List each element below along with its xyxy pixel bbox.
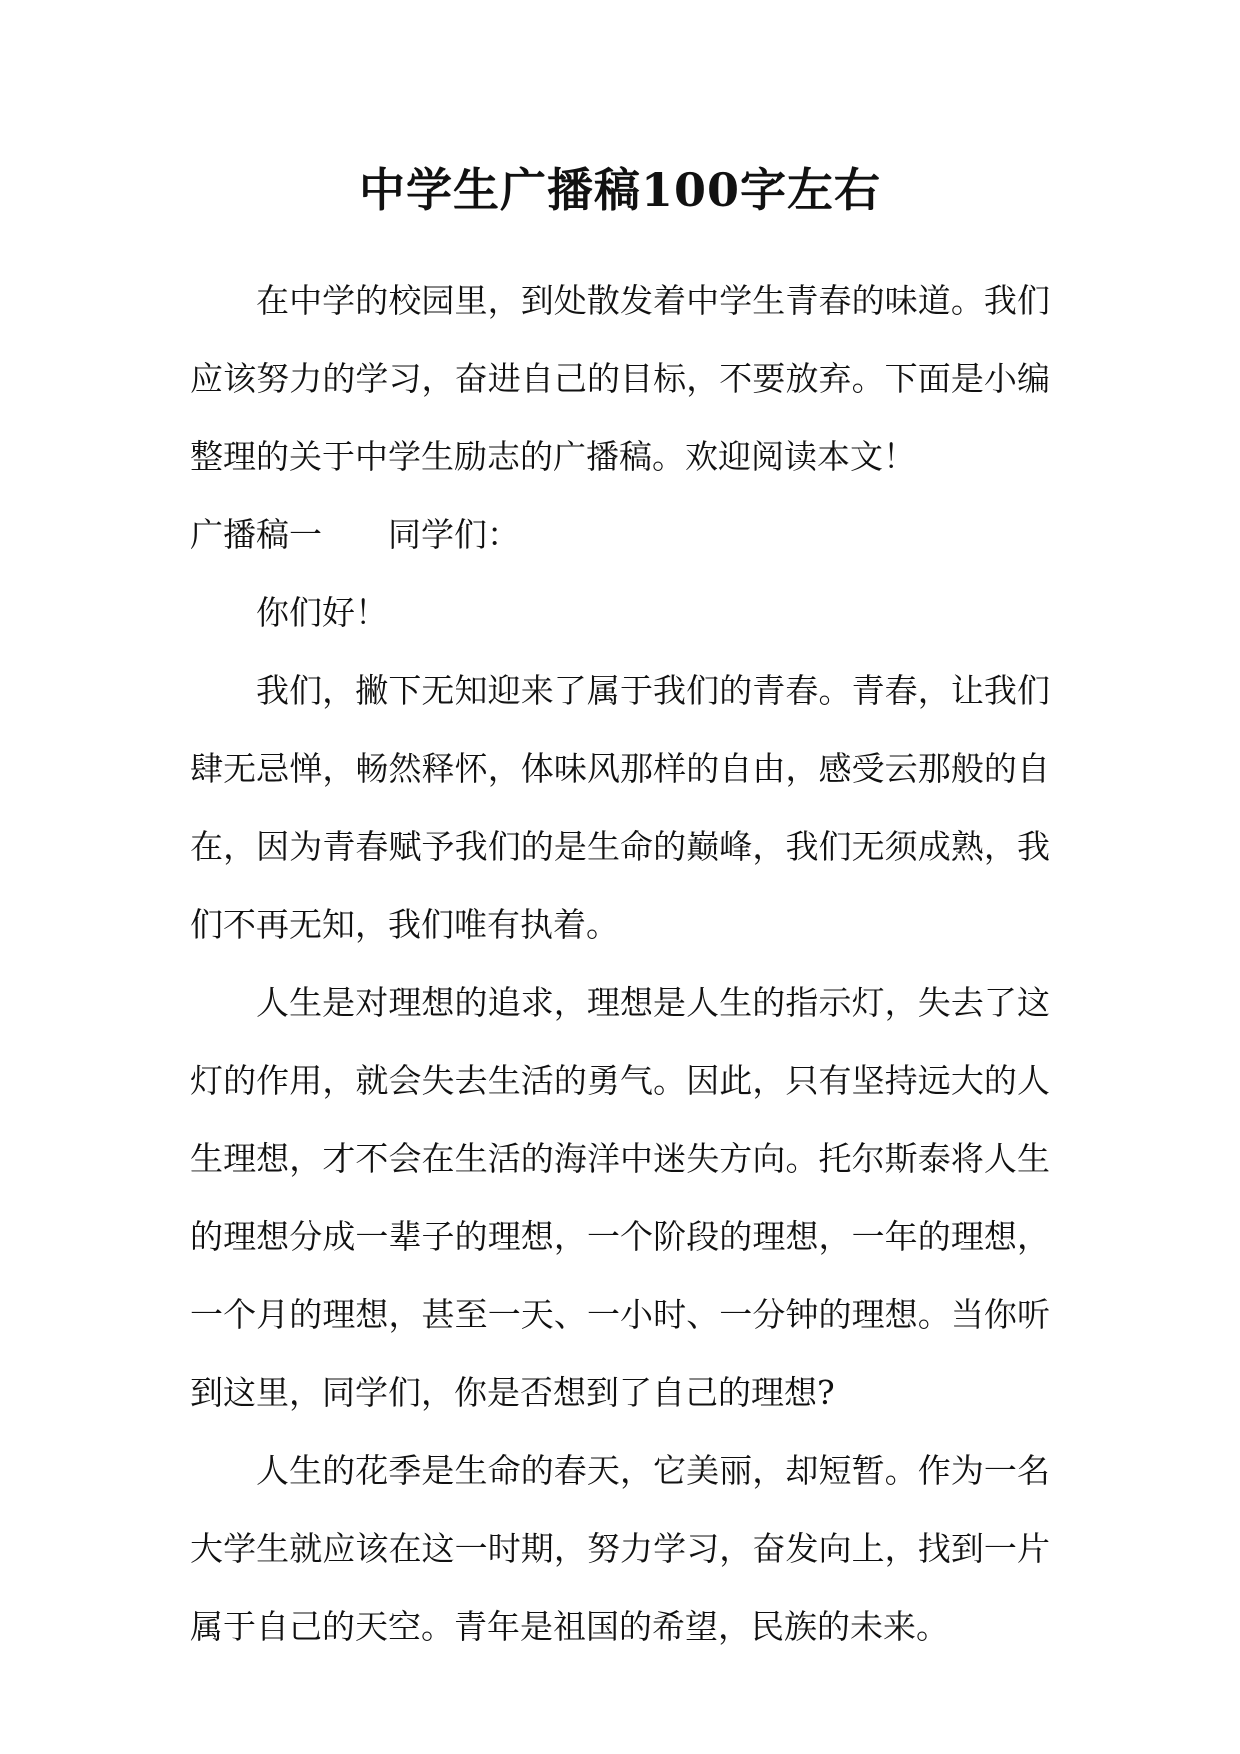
greeting: 同学们： — [388, 515, 520, 554]
paragraph-2: 人生是对理想的追求，理想是人生的指示灯，失去了这灯的作用，就会失去生活的勇气。因此，只有坚持远大的人生理想，才不会在生活的海洋中迷失方向。托尔斯泰将人生的理想分成一辈子的理想，一个阶段的理想，一年的理想，一个月的理想，甚至一天、一小时、一分钟的理想。当你听到这里，同学们，你是否想到了自己的理想? — [190, 983, 1050, 1412]
intro-paragraph: 在中学的校园里，到处散发着中学生青春的味道。我们应该努力的学习，奋进自己的目标，不要放弃。下面是小编整理的关于中学生励志的广播稿。欢迎阅读本文！ — [190, 281, 1050, 476]
document-body — [190, 262, 1050, 1666]
paragraph-1: 我们，撇下无知迎来了属于我们的青春。青春，让我们肆无忌惮，畅然释怀，体味风那样的自由，感受云那般的自在，因为青春赋予我们的是生命的巅峰，我们无须成熟，我们不再无知，我们唯有执着。 — [190, 671, 1050, 944]
section-heading-line — [190, 496, 1050, 574]
hello-line: 你们好！ — [256, 593, 388, 632]
document-title: 中学生广播稿100字左右 — [358, 163, 882, 217]
section-label: 广播稿一 — [190, 515, 322, 554]
paragraph-3: 人生的花季是生命的春天，它美丽，却短暂。作为一名大学生就应该在这一时期，努力学习，奋发向上，找到一片属于自己的天空。青年是祖国的希望，民族的未来。 — [190, 1451, 1050, 1646]
